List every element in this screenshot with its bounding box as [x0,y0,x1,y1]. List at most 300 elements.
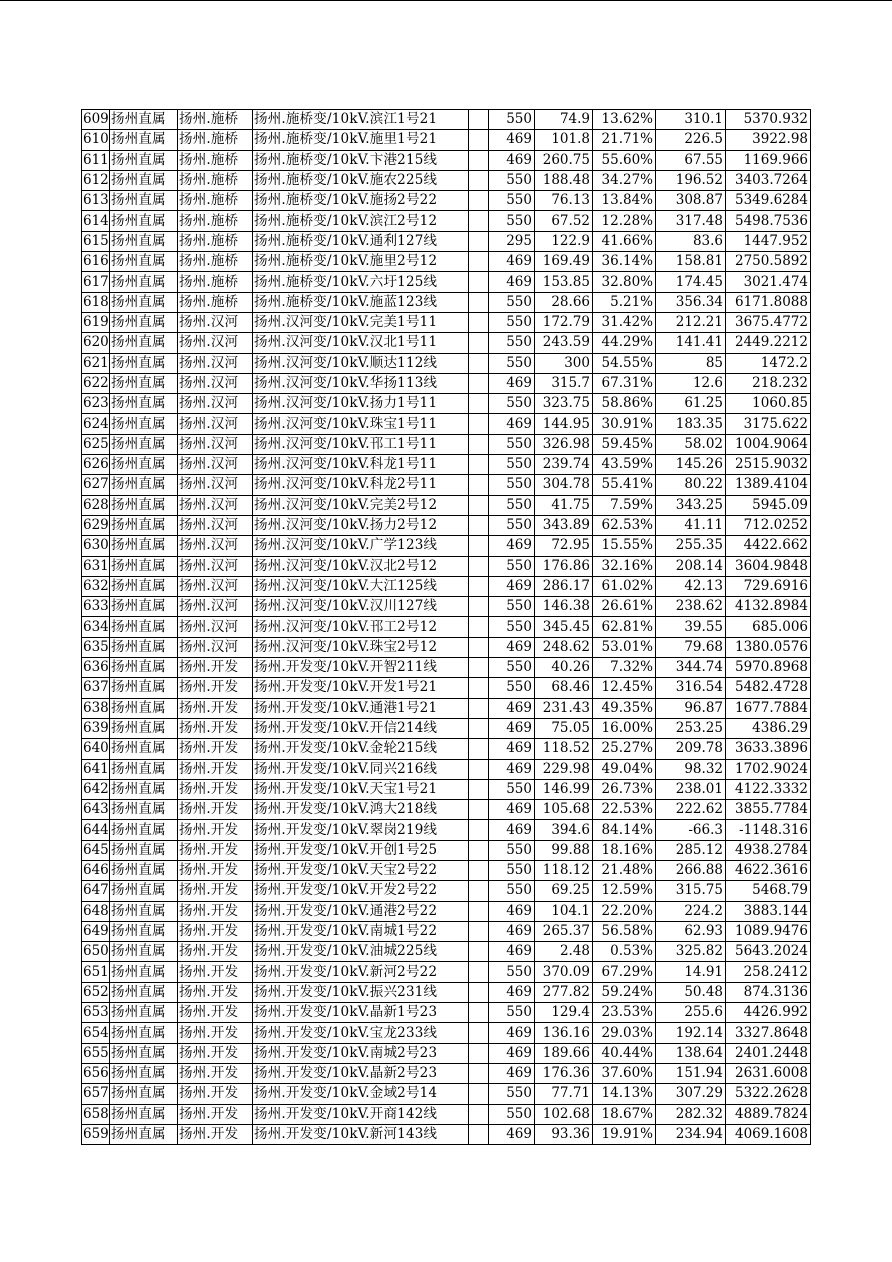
company-cell: 扬州直属 [110,434,178,454]
substation-cell: 扬州.汉河 [178,556,253,576]
table-row [82,739,811,759]
available-capacity-cell: 3604.9848 [726,556,811,576]
company-cell: 扬州直属 [110,658,178,678]
load-rate-cell: 5.21% [593,292,656,312]
load-rate-cell: 25.27% [593,739,656,759]
company-cell: 扬州直属 [110,272,178,292]
load-cell: 77.71 [535,1084,593,1104]
margin-cell: 42.13 [656,576,726,596]
substation-cell: 扬州.开发 [178,759,253,779]
load-cell: 136.16 [535,1023,593,1043]
capacity-cell: 550 [489,881,535,901]
table-row [82,475,811,495]
feeder-line-cell: 扬州.开发变/10kV.振兴231线 [253,982,469,1002]
feeder-line-cell: 扬州.汉河变/10kV.华扬113线 [253,373,469,393]
row-number-cell: 638 [82,698,110,718]
table-row [82,495,811,515]
substation-cell: 扬州.汉河 [178,312,253,332]
load-cell: 394.6 [535,820,593,840]
row-number-cell: 625 [82,434,110,454]
company-cell: 扬州直属 [110,373,178,393]
row-number-cell: 632 [82,576,110,596]
spacer-cell [469,1124,489,1144]
load-rate-cell: 43.59% [593,455,656,475]
feeder-line-cell: 扬州.汉河变/10kV.扬力2号12 [253,515,469,535]
capacity-cell: 550 [489,678,535,698]
company-cell: 扬州直属 [110,1084,178,1104]
company-cell: 扬州直属 [110,110,178,130]
margin-cell: 343.25 [656,495,726,515]
table-row [82,394,811,414]
capacity-cell: 295 [489,231,535,251]
margin-cell: 315.75 [656,881,726,901]
capacity-cell: 469 [489,1124,535,1144]
substation-cell: 扬州.开发 [178,739,253,759]
load-cell: 144.95 [535,414,593,434]
substation-cell: 扬州.施桥 [178,231,253,251]
table-row [82,881,811,901]
capacity-cell: 469 [489,820,535,840]
capacity-cell: 550 [489,597,535,617]
feeder-line-cell: 扬州.施桥变/10kV.施蓝123线 [253,292,469,312]
substation-cell: 扬州.开发 [178,800,253,820]
row-number-cell: 658 [82,1104,110,1124]
row-number-cell: 657 [82,1084,110,1104]
row-number-cell: 624 [82,414,110,434]
table-row [82,718,811,738]
available-capacity-cell: 4386.29 [726,718,811,738]
spacer-cell [469,191,489,211]
spacer-cell [469,455,489,475]
row-number-cell: 654 [82,1023,110,1043]
row-number-cell: 616 [82,252,110,272]
capacity-cell: 550 [489,860,535,880]
company-cell: 扬州直属 [110,1124,178,1144]
company-cell: 扬州直属 [110,576,178,596]
feeder-line-cell: 扬州.开发变/10kV.新河2号22 [253,962,469,982]
company-cell: 扬州直属 [110,455,178,475]
capacity-cell: 550 [489,312,535,332]
spacer-cell [469,495,489,515]
margin-cell: 61.25 [656,394,726,414]
load-cell: 323.75 [535,394,593,414]
load-cell: 370.09 [535,962,593,982]
row-number-cell: 642 [82,779,110,799]
substation-cell: 扬州.开发 [178,718,253,738]
capacity-cell: 550 [489,617,535,637]
table-row [82,130,811,150]
spacer-cell [469,881,489,901]
company-cell: 扬州直属 [110,536,178,556]
available-capacity-cell: 729.6916 [726,576,811,596]
company-cell: 扬州直属 [110,1023,178,1043]
capacity-cell: 550 [489,353,535,373]
margin-cell: 98.32 [656,759,726,779]
substation-cell: 扬州.开发 [178,1023,253,1043]
spacer-cell [469,394,489,414]
row-number-cell: 653 [82,1003,110,1023]
load-cell: 72.95 [535,536,593,556]
capacity-cell: 550 [489,170,535,190]
spacer-cell [469,901,489,921]
available-capacity-cell: 3922.98 [726,130,811,150]
margin-cell: 96.87 [656,698,726,718]
table-row [82,211,811,231]
row-number-cell: 626 [82,455,110,475]
load-rate-cell: 18.67% [593,1104,656,1124]
spacer-cell [469,800,489,820]
load-rate-cell: 55.60% [593,150,656,170]
available-capacity-cell: 874.3136 [726,982,811,1002]
margin-cell: 196.52 [656,170,726,190]
available-capacity-cell: 3855.7784 [726,800,811,820]
feeder-load-table [81,109,811,1145]
substation-cell: 扬州.开发 [178,1043,253,1063]
capacity-cell: 550 [489,1104,535,1124]
spacer-cell [469,860,489,880]
capacity-cell: 469 [489,800,535,820]
load-cell: 243.59 [535,333,593,353]
table-row [82,191,811,211]
substation-cell: 扬州.汉河 [178,434,253,454]
feeder-line-cell: 扬州.施桥变/10kV.施扬2号22 [253,191,469,211]
load-rate-cell: 14.13% [593,1084,656,1104]
capacity-cell: 469 [489,373,535,393]
spacer-cell [469,536,489,556]
spacer-cell [469,718,489,738]
margin-cell: 79.68 [656,637,726,657]
substation-cell: 扬州.开发 [178,840,253,860]
load-rate-cell: 67.31% [593,373,656,393]
margin-cell: 80.22 [656,475,726,495]
company-cell: 扬州直属 [110,617,178,637]
spacer-cell [469,658,489,678]
load-rate-cell: 59.24% [593,982,656,1002]
table-row [82,678,811,698]
capacity-cell: 469 [489,414,535,434]
company-cell: 扬州直属 [110,800,178,820]
row-number-cell: 640 [82,739,110,759]
table-row [82,252,811,272]
company-cell: 扬州直属 [110,312,178,332]
company-cell: 扬州直属 [110,353,178,373]
load-rate-cell: 12.59% [593,881,656,901]
company-cell: 扬州直属 [110,779,178,799]
table-row [82,982,811,1002]
feeder-line-cell: 扬州.施桥变/10kV.施里1号21 [253,130,469,150]
capacity-cell: 550 [489,191,535,211]
substation-cell: 扬州.汉河 [178,617,253,637]
company-cell: 扬州直属 [110,515,178,535]
spacer-cell [469,779,489,799]
row-number-cell: 649 [82,921,110,941]
table-row [82,840,811,860]
available-capacity-cell: 1677.7884 [726,698,811,718]
row-number-cell: 612 [82,170,110,190]
table-row [82,860,811,880]
margin-cell: 307.29 [656,1084,726,1104]
row-number-cell: 619 [82,312,110,332]
substation-cell: 扬州.施桥 [178,191,253,211]
feeder-line-cell: 扬州.汉河变/10kV.科龙2号11 [253,475,469,495]
substation-cell: 扬州.施桥 [178,170,253,190]
load-rate-cell: 22.20% [593,901,656,921]
table-row [82,1104,811,1124]
table-row [82,434,811,454]
load-rate-cell: 13.84% [593,191,656,211]
company-cell: 扬州直属 [110,820,178,840]
margin-cell: 316.54 [656,678,726,698]
margin-cell: 50.48 [656,982,726,1002]
capacity-cell: 550 [489,840,535,860]
load-rate-cell: 7.59% [593,495,656,515]
substation-cell: 扬州.施桥 [178,150,253,170]
company-cell: 扬州直属 [110,637,178,657]
company-cell: 扬州直属 [110,942,178,962]
margin-cell: 282.32 [656,1104,726,1124]
load-rate-cell: 37.60% [593,1063,656,1083]
feeder-line-cell: 扬州.开发变/10kV.新河143线 [253,1124,469,1144]
spacer-cell [469,211,489,231]
load-cell: 248.62 [535,637,593,657]
available-capacity-cell: 4132.8984 [726,597,811,617]
table-row [82,658,811,678]
margin-cell: 356.34 [656,292,726,312]
available-capacity-cell: 2401.2448 [726,1043,811,1063]
available-capacity-cell: 1389.4104 [726,475,811,495]
capacity-cell: 469 [489,982,535,1002]
load-rate-cell: 22.53% [593,800,656,820]
spacer-cell [469,353,489,373]
feeder-line-cell: 扬州.开发变/10kV.通港1号21 [253,698,469,718]
spacer-cell [469,637,489,657]
available-capacity-cell: 6171.8088 [726,292,811,312]
load-rate-cell: 53.01% [593,637,656,657]
substation-cell: 扬州.施桥 [178,211,253,231]
feeder-line-cell: 扬州.开发变/10kV.翠岗219线 [253,820,469,840]
row-number-cell: 611 [82,150,110,170]
spacer-cell [469,759,489,779]
capacity-cell: 550 [489,394,535,414]
available-capacity-cell: 3175.622 [726,414,811,434]
company-cell: 扬州直属 [110,1104,178,1124]
table-row [82,414,811,434]
available-capacity-cell: 1472.2 [726,353,811,373]
capacity-cell: 469 [489,536,535,556]
company-cell: 扬州直属 [110,191,178,211]
company-cell: 扬州直属 [110,170,178,190]
feeder-line-cell: 扬州.施桥变/10kV.通利127线 [253,231,469,251]
substation-cell: 扬州.汉河 [178,515,253,535]
capacity-cell: 469 [489,718,535,738]
table-row [82,942,811,962]
row-number-cell: 629 [82,515,110,535]
load-cell: 176.86 [535,556,593,576]
table-row [82,820,811,840]
spacer-cell [469,434,489,454]
capacity-cell: 550 [489,292,535,312]
available-capacity-cell: 4938.2784 [726,840,811,860]
company-cell: 扬州直属 [110,718,178,738]
row-number-cell: 615 [82,231,110,251]
table-row [82,353,811,373]
row-number-cell: 636 [82,658,110,678]
margin-cell: 158.81 [656,252,726,272]
substation-cell: 扬州.开发 [178,698,253,718]
substation-cell: 扬州.开发 [178,942,253,962]
margin-cell: 85 [656,353,726,373]
row-number-cell: 643 [82,800,110,820]
row-number-cell: 623 [82,394,110,414]
available-capacity-cell: 3403.7264 [726,170,811,190]
available-capacity-cell: 218.232 [726,373,811,393]
company-cell: 扬州直属 [110,739,178,759]
capacity-cell: 550 [489,211,535,231]
margin-cell: 145.26 [656,455,726,475]
feeder-line-cell: 扬州.开发变/10kV.开商142线 [253,1104,469,1124]
available-capacity-cell: 4069.1608 [726,1124,811,1144]
company-cell: 扬州直属 [110,678,178,698]
table-row [82,576,811,596]
feeder-line-cell: 扬州.汉河变/10kV.广学123线 [253,536,469,556]
row-number-cell: 630 [82,536,110,556]
capacity-cell: 550 [489,1084,535,1104]
row-number-cell: 631 [82,556,110,576]
margin-cell: 234.94 [656,1124,726,1144]
capacity-cell: 469 [489,942,535,962]
company-cell: 扬州直属 [110,231,178,251]
feeder-line-cell: 扬州.汉河变/10kV.汉北1号11 [253,333,469,353]
company-cell: 扬州直属 [110,962,178,982]
load-rate-cell: 84.14% [593,820,656,840]
load-rate-cell: 49.04% [593,759,656,779]
margin-cell: 14.91 [656,962,726,982]
row-number-cell: 610 [82,130,110,150]
available-capacity-cell: 1169.966 [726,150,811,170]
feeder-line-cell: 扬州.汉河变/10kV.大江125线 [253,576,469,596]
load-cell: 68.46 [535,678,593,698]
table-row [82,962,811,982]
row-number-cell: 609 [82,110,110,130]
capacity-cell: 550 [489,779,535,799]
load-rate-cell: 41.66% [593,231,656,251]
available-capacity-cell: 3675.4772 [726,312,811,332]
substation-cell: 扬州.汉河 [178,597,253,617]
margin-cell: 192.14 [656,1023,726,1043]
spacer-cell [469,170,489,190]
substation-cell: 扬州.开发 [178,982,253,1002]
feeder-line-cell: 扬州.开发变/10kV.南城2号23 [253,1043,469,1063]
capacity-cell: 550 [489,515,535,535]
load-rate-cell: 62.81% [593,617,656,637]
spacer-cell [469,1084,489,1104]
margin-cell: 212.21 [656,312,726,332]
substation-cell: 扬州.汉河 [178,536,253,556]
substation-cell: 扬州.汉河 [178,637,253,657]
load-cell: 189.66 [535,1043,593,1063]
company-cell: 扬州直属 [110,1003,178,1023]
spacer-cell [469,1063,489,1083]
table-row [82,1124,811,1144]
feeder-line-cell: 扬州.开发变/10kV.同兴216线 [253,759,469,779]
row-number-cell: 637 [82,678,110,698]
company-cell: 扬州直属 [110,333,178,353]
capacity-cell: 469 [489,1063,535,1083]
feeder-line-cell: 扬州.汉河变/10kV.完美2号12 [253,495,469,515]
row-number-cell: 618 [82,292,110,312]
load-cell: 300 [535,353,593,373]
available-capacity-cell: -1148.316 [726,820,811,840]
load-cell: 260.75 [535,150,593,170]
spacer-cell [469,1104,489,1124]
substation-cell: 扬州.开发 [178,779,253,799]
load-cell: 41.75 [535,495,593,515]
spacer-cell [469,1023,489,1043]
table-row [82,333,811,353]
spacer-cell [469,272,489,292]
company-cell: 扬州直属 [110,860,178,880]
margin-cell: 222.62 [656,800,726,820]
feeder-line-cell: 扬州.汉河变/10kV.珠宝2号12 [253,637,469,657]
load-cell: 99.88 [535,840,593,860]
capacity-cell: 550 [489,110,535,130]
load-rate-cell: 29.03% [593,1023,656,1043]
table-row [82,1003,811,1023]
feeder-line-cell: 扬州.开发变/10kV.天宝1号21 [253,779,469,799]
load-rate-cell: 21.71% [593,130,656,150]
spacer-cell [469,292,489,312]
company-cell: 扬州直属 [110,130,178,150]
margin-cell: 39.55 [656,617,726,637]
margin-cell: 325.82 [656,942,726,962]
row-number-cell: 620 [82,333,110,353]
row-number-cell: 644 [82,820,110,840]
margin-cell: 138.64 [656,1043,726,1063]
capacity-cell: 469 [489,739,535,759]
spacer-cell [469,150,489,170]
table-row [82,1084,811,1104]
load-cell: 176.36 [535,1063,593,1083]
substation-cell: 扬州.施桥 [178,272,253,292]
load-rate-cell: 34.27% [593,170,656,190]
feeder-line-cell: 扬州.开发变/10kV.宝龙233线 [253,1023,469,1043]
feeder-line-cell: 扬州.汉河变/10kV.汉川127线 [253,597,469,617]
margin-cell: 208.14 [656,556,726,576]
margin-cell: 67.55 [656,150,726,170]
feeder-line-cell: 扬州.开发变/10kV.鸿大218线 [253,800,469,820]
feeder-line-cell: 扬州.开发变/10kV.通港2号22 [253,901,469,921]
feeder-line-cell: 扬州.施桥变/10kV.卞港215线 [253,150,469,170]
row-number-cell: 635 [82,637,110,657]
feeder-line-cell: 扬州.开发变/10kV.开发2号22 [253,881,469,901]
substation-cell: 扬州.施桥 [178,252,253,272]
margin-cell: 62.93 [656,921,726,941]
margin-cell: 285.12 [656,840,726,860]
company-cell: 扬州直属 [110,556,178,576]
table-row [82,759,811,779]
margin-cell: 12.6 [656,373,726,393]
capacity-cell: 550 [489,962,535,982]
row-number-cell: 656 [82,1063,110,1083]
table-row [82,536,811,556]
margin-cell: 174.45 [656,272,726,292]
available-capacity-cell: 5468.79 [726,881,811,901]
row-number-cell: 659 [82,1124,110,1144]
margin-cell: 41.11 [656,515,726,535]
substation-cell: 扬州.开发 [178,820,253,840]
load-cell: 231.43 [535,698,593,718]
load-cell: 265.37 [535,921,593,941]
